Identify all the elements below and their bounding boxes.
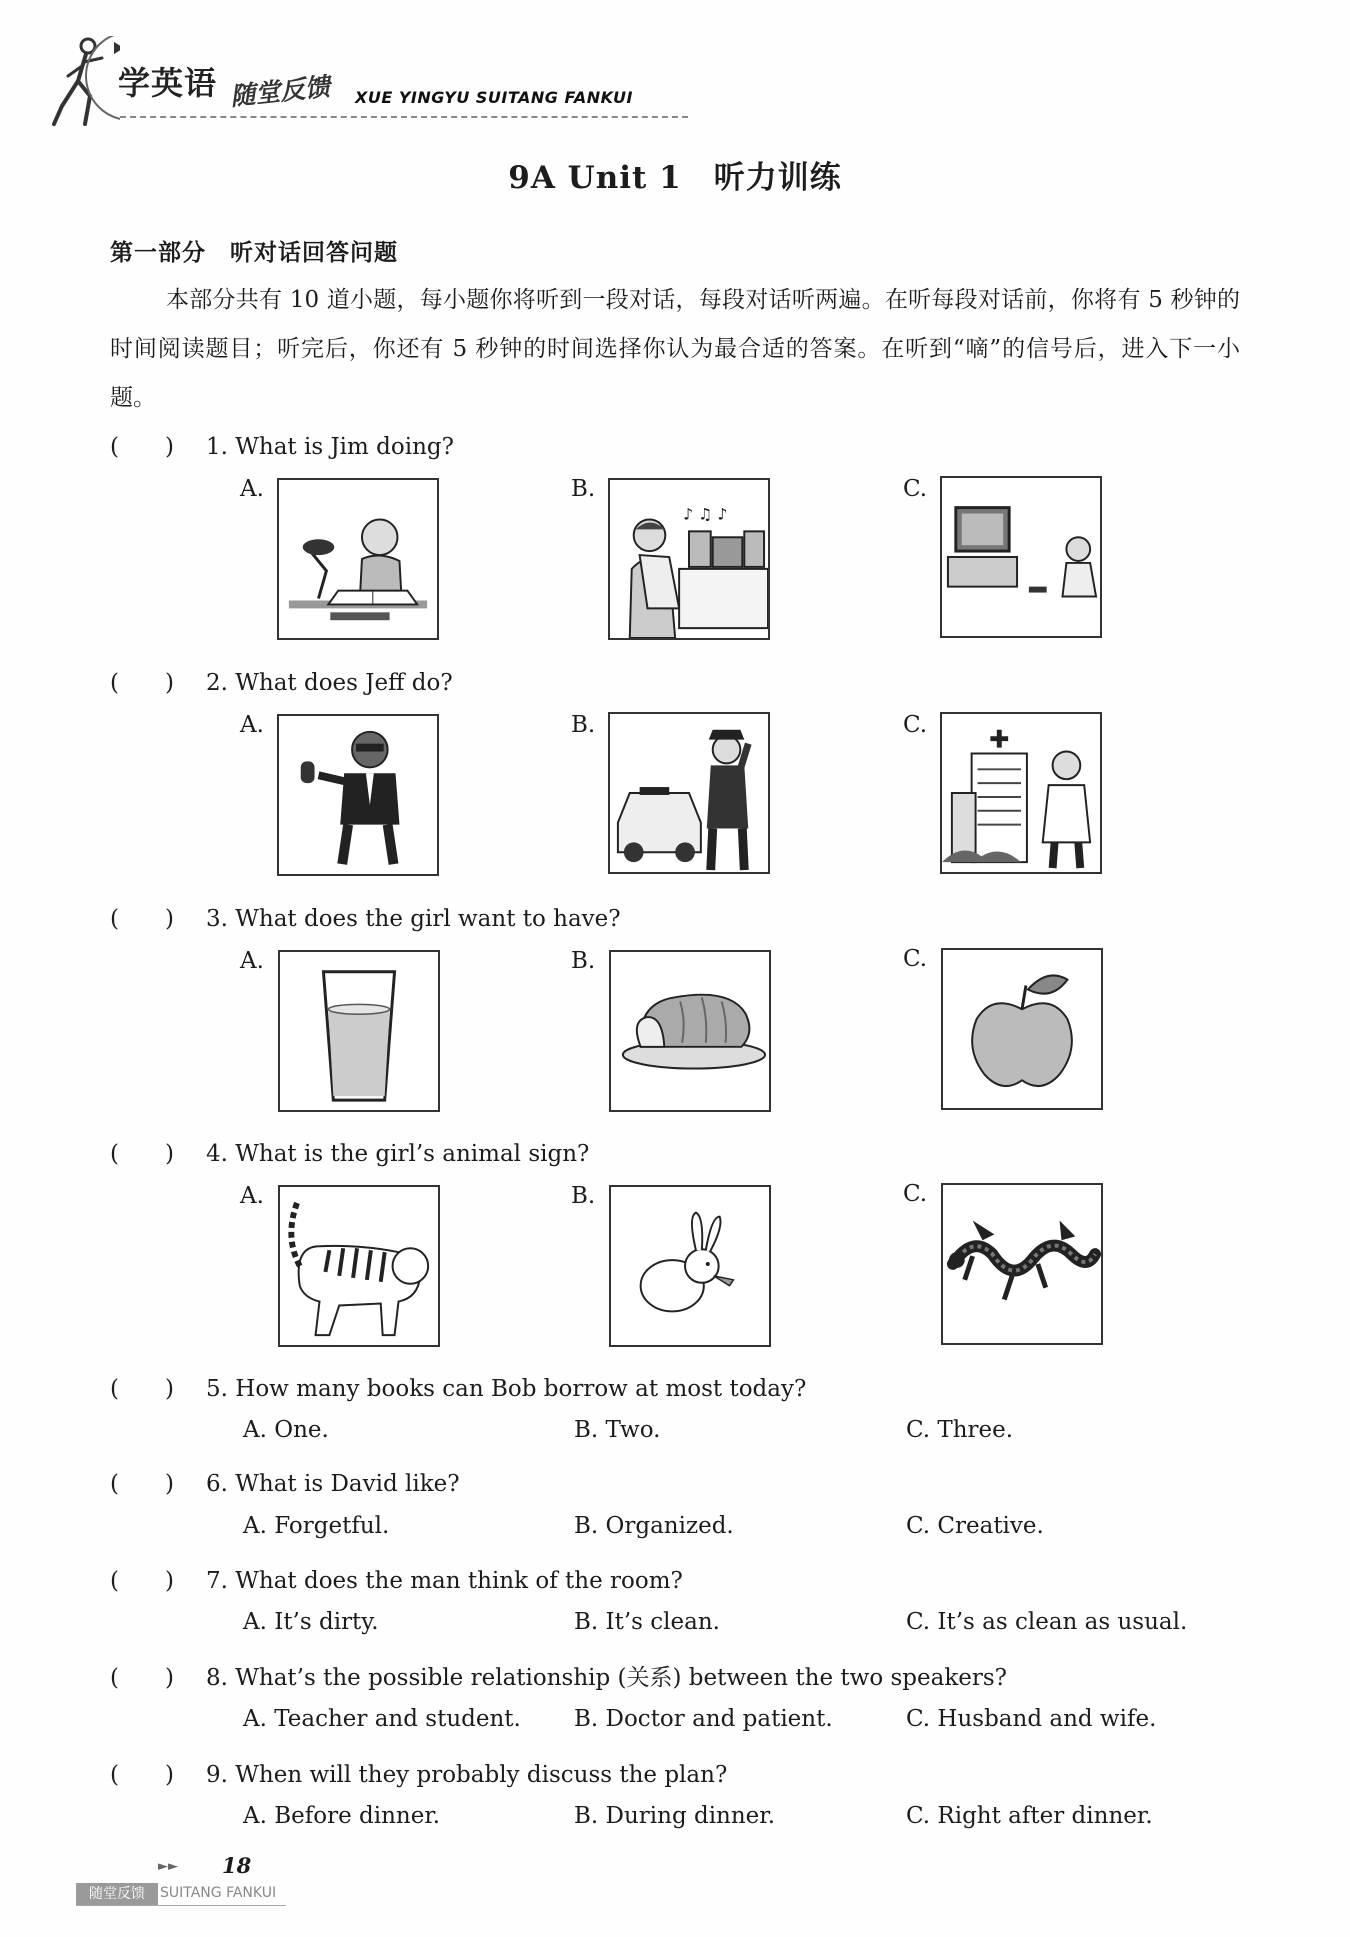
question-text: 4. What is the girl’s animal sign? [206, 1141, 590, 1167]
option-b[interactable]: B. It’s clean. [574, 1609, 720, 1635]
option-label-a: A. [240, 1183, 264, 1209]
option-label-a: A. [240, 712, 264, 738]
option-c-image[interactable] [941, 1183, 1103, 1345]
policeman-icon [610, 714, 768, 872]
option-label-b: B. [571, 948, 596, 974]
answer-blank[interactable]: ( ) [110, 1665, 174, 1691]
option-b-image[interactable] [608, 478, 770, 640]
instructions: 本部分共有 10 道小题，每小题你将听到一段对话，每段对话听两遍。在听每段对话前，你将有 5 秒钟的时间阅读题目；听完后，你还有 5 秒钟的时间选择你认为最合适的答案。在听到“嘀”的信号后，进入下一小题。 [110, 287, 1240, 411]
answer-blank[interactable]: ( ) [110, 434, 174, 460]
runner-logo-icon [50, 36, 120, 131]
option-a-image[interactable] [277, 714, 439, 876]
question-1 [110, 428, 454, 461]
answer-blank[interactable]: ( ) [110, 1762, 174, 1788]
question-text: 2. What does Jeff do? [206, 670, 453, 696]
option-label-b: B. [571, 476, 596, 502]
option-b[interactable]: B. Two. [574, 1417, 661, 1443]
option-a[interactable]: A. Before dinner. [243, 1803, 441, 1829]
answer-blank[interactable]: ( ) [110, 1471, 174, 1497]
option-label-a: A. [240, 476, 264, 502]
footer-divider [76, 1905, 286, 1906]
rabbit-icon [611, 1187, 769, 1345]
footer-label-cn: 随堂反馈 [76, 1883, 158, 1905]
question-text: 8. What’s the possible relationship (关系) between the two speakers? [206, 1665, 1008, 1691]
answer-blank[interactable]: ( ) [110, 670, 174, 696]
page-number: 18 [222, 1853, 252, 1878]
dragon-icon [943, 1185, 1101, 1343]
option-b-image[interactable] [609, 1185, 771, 1347]
answer-blank[interactable]: ( ) [110, 906, 174, 932]
header-banner [50, 28, 650, 128]
question-8 [110, 1659, 1007, 1692]
option-label-c: C. [903, 1181, 928, 1207]
question-text: 3. What does the girl want to have? [206, 906, 621, 932]
option-c-image[interactable] [940, 712, 1102, 874]
boy-watching-tv-icon [942, 478, 1100, 636]
option-a[interactable]: A. Teacher and student. [243, 1706, 521, 1732]
option-a[interactable]: A. Forgetful. [243, 1513, 390, 1539]
question-2 [110, 664, 453, 697]
option-c[interactable]: C. Creative. [906, 1513, 1044, 1539]
question-9 [110, 1756, 727, 1789]
option-label-c: C. [903, 476, 928, 502]
footer-label-en: SUITANG FANKUI [160, 1885, 277, 1901]
apple-icon [943, 950, 1101, 1108]
option-label-b: B. [571, 712, 596, 738]
option-c[interactable]: C. Husband and wife. [906, 1706, 1157, 1732]
option-a-image[interactable] [277, 478, 439, 640]
option-a[interactable]: A. One. [243, 1417, 329, 1443]
option-c-image[interactable] [941, 948, 1103, 1110]
option-a[interactable]: A. It’s dirty. [243, 1609, 379, 1635]
header-subtitle-cn: 随堂反馈 [228, 71, 332, 112]
option-label-b: B. [571, 1183, 596, 1209]
question-7 [110, 1562, 683, 1595]
option-label-c: C. [903, 712, 928, 738]
header-title-en: XUE YINGYU SUITANG FANKUI [355, 88, 633, 107]
answer-blank[interactable]: ( ) [110, 1568, 174, 1594]
option-b-image[interactable] [609, 950, 771, 1112]
boy-listening-to-music-icon [610, 480, 768, 638]
doctor-icon [942, 714, 1100, 872]
option-b[interactable]: B. Doctor and patient. [574, 1706, 833, 1732]
reporter-icon [279, 716, 437, 874]
header-divider [120, 116, 688, 118]
answer-blank[interactable]: ( ) [110, 1376, 174, 1402]
answer-blank[interactable]: ( ) [110, 1141, 174, 1167]
svg-text:♪ ♫ ♪: ♪ ♫ ♪ [683, 504, 728, 524]
option-c[interactable]: C. Right after dinner. [906, 1803, 1153, 1829]
option-c[interactable]: C. It’s as clean as usual. [906, 1609, 1188, 1635]
question-6 [110, 1465, 460, 1498]
question-4 [110, 1135, 589, 1168]
tiger-icon [280, 1187, 438, 1345]
option-c-image[interactable] [940, 476, 1102, 638]
question-text: 1. What is Jim doing? [206, 434, 454, 460]
question-text: 5. How many books can Bob borrow at most today? [206, 1376, 807, 1402]
question-text: 9. When will they probably discuss the plan? [206, 1762, 728, 1788]
option-b[interactable]: B. Organized. [574, 1513, 734, 1539]
option-c[interactable]: C. Three. [906, 1417, 1014, 1443]
option-b[interactable]: B. During dinner. [574, 1803, 776, 1829]
question-text: 7. What does the man think of the room? [206, 1568, 683, 1594]
header-title-cn: 学英语 [118, 64, 218, 102]
bread-icon [611, 952, 769, 1110]
question-text: 6. What is David like? [206, 1471, 460, 1497]
option-label-c: C. [903, 946, 928, 972]
option-b-image[interactable] [608, 712, 770, 874]
page-title: 9A Unit 1 听力训练 [508, 160, 842, 196]
glass-of-milk-icon [280, 952, 438, 1110]
question-5 [110, 1370, 806, 1403]
section-heading: 第一部分 听对话回答问题 [110, 240, 398, 266]
question-3 [110, 900, 621, 933]
option-a-image[interactable] [278, 950, 440, 1112]
arrow-icon: ►► [158, 1859, 178, 1874]
option-label-a: A. [240, 948, 264, 974]
boy-doing-homework-icon [279, 480, 437, 638]
option-a-image[interactable] [278, 1185, 440, 1347]
